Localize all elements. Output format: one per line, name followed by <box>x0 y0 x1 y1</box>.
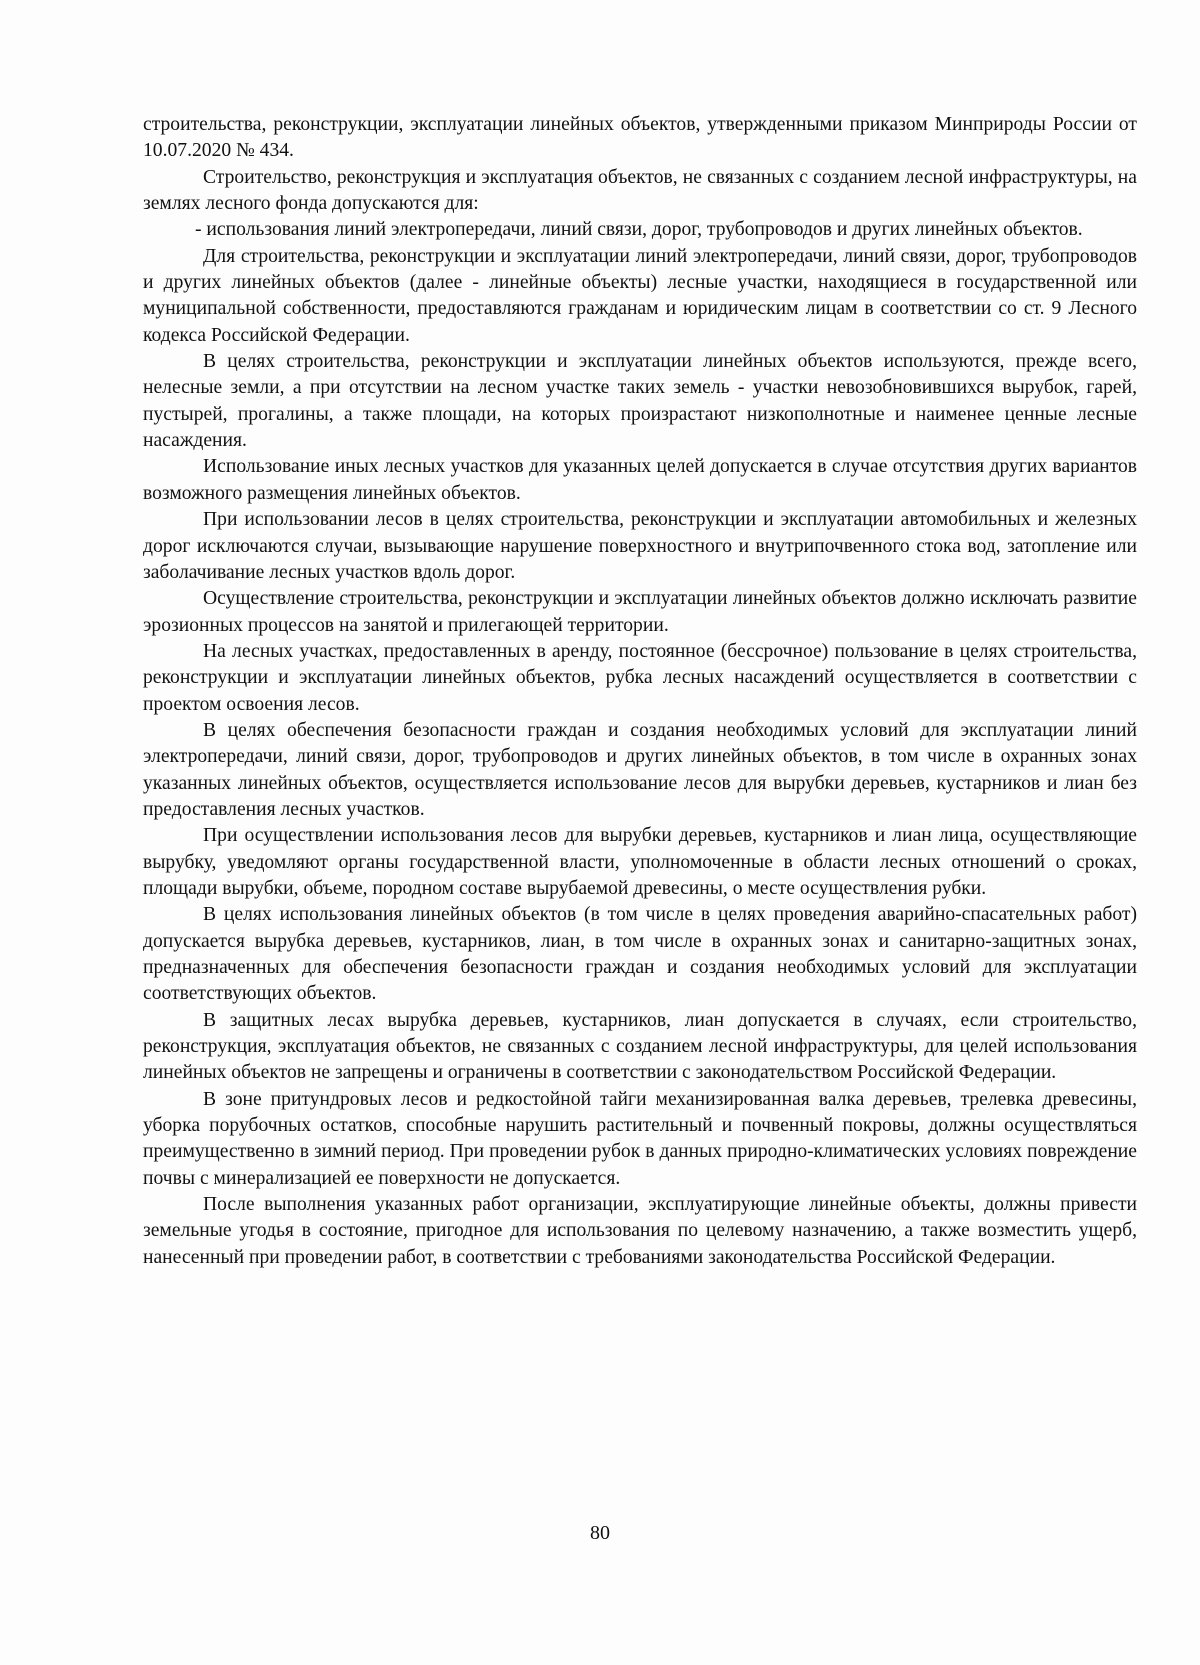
paragraph: При осуществлении использования лесов для вырубки деревьев, кустарников и лиан лица, осуществляющие вырубку, уведомляют органы государственной власти, уполномоченные в области лесных отношений о сроках, площади вырубки, объеме, породном составе вырубаемой древесины, о месте осуществления рубки. <box>143 825 1137 899</box>
paragraph: В целях использования линейных объектов (в том числе в целях проведения аварийно-спасательных работ) допускается вырубка деревьев, кустарников, лиан, в том числе в охранных зонах и санитарно-защитных зонах, предназначенных для обеспечения безопасности граждан и создания необходимых условий для эксплуатации соответствующих объектов. <box>143 904 1137 1005</box>
document-body <box>143 112 1137 1271</box>
paragraph: В зоне притундровых лесов и редкостойной тайги механизированная валка деревьев, трелевка древесины, уборка порубочных остатков, способные нарушить растительный и почвенный покровы, должны осуществляться преимущественно в зимний период. При проведении рубок в данных природно-климатических условиях повреждение почвы с минерализацией ее поверхности не допускается. <box>143 1088 1137 1189</box>
paragraph: На лесных участках, предоставленных в аренду, постоянное (бессрочное) пользование в целях строительства, реконструкции и эксплуатации линейных объектов, рубка лесных насаждений осуществляется в соответствии с проектом освоения лесов. <box>143 640 1137 715</box>
paragraph: Строительство, реконструкция и эксплуатация объектов, не связанных с созданием лесной инфраструктуры, на землях лесного фонда допускаются для: <box>143 166 1137 215</box>
paragraph: В целях обеспечения безопасности граждан и создания необходимых условий для эксплуатации линий электропередачи, линий связи, дорог, трубопроводов и других линейных объектов, в том числе в охранных зонах указанных линейных объектов, осуществляется использование лесов для вырубки деревьев, кустарников и лиан без предоставления лесных участков. <box>143 719 1137 820</box>
paragraph: После выполнения указанных работ организации, эксплуатирующие линейные объекты, должны привести земельные угодья в состояние, пригодное для использования по целевому назначению, а также возместить ущерб, нанесенный при проведении работ, в соответствии с требованиями законодательства Российской Федерации. <box>143 1194 1137 1268</box>
paragraph-continuation: строительства, реконструкции, эксплуатации линейных объектов, утвержденными приказом Минприроды России от 10.07.2020 № 434. <box>143 114 1137 162</box>
paragraph: Осуществление строительства, реконструкции и эксплуатации линейных объектов должно исключать развитие эрозионных процессов на занятой и прилегающей территории. <box>143 588 1137 636</box>
paragraph: При использовании лесов в целях строительства, реконструкции и эксплуатации автомобильных и железных дорог исключаются случаи, вызывающие нарушение поверхностного и внутрипочвенного стока вод, затопление или заболачивание лесных участков вдоль дорог. <box>143 509 1137 583</box>
list-item: - использования линий электропередачи, линий связи, дорог, трубопроводов и других линейных объектов. <box>195 219 1083 241</box>
paragraph: Для строительства, реконструкции и эксплуатации линий электропередачи, линий связи, дорог, трубопроводов и других линейных объектов (далее - линейные объекты) лесные участки, находящиеся в государственной или муниципальной собственности, предоставляются гражданам и юридическим лицам в соответствии со ст. 9 Лесного кодекса Российской Федерации. <box>143 245 1137 346</box>
paragraph: В защитных лесах вырубка деревьев, кустарников, лиан допускается в случаях, если строительство, реконструкция, эксплуатация объектов, не связанных с созданием лесной инфраструктуры, для целей использования линейных объектов не запрещены и ограничены в соответствии с законодательством Российской Федерации. <box>143 1009 1137 1084</box>
paragraph: В целях строительства, реконструкции и эксплуатации линейных объектов используются, прежде всего, нелесные земли, а при отсутствии на лесном участке таких земель - участки невозобновившихся вырубок, гарей, пустырей, прогалины, а также площади, на которых произрастают низкополнотные и наименее ценные лесные насаждения. <box>143 351 1137 452</box>
page-number: 80 <box>590 1522 610 1544</box>
paragraph: Использование иных лесных участков для указанных целей допускается в случае отсутствия других вариантов возможного размещения линейных объектов. <box>143 456 1137 504</box>
